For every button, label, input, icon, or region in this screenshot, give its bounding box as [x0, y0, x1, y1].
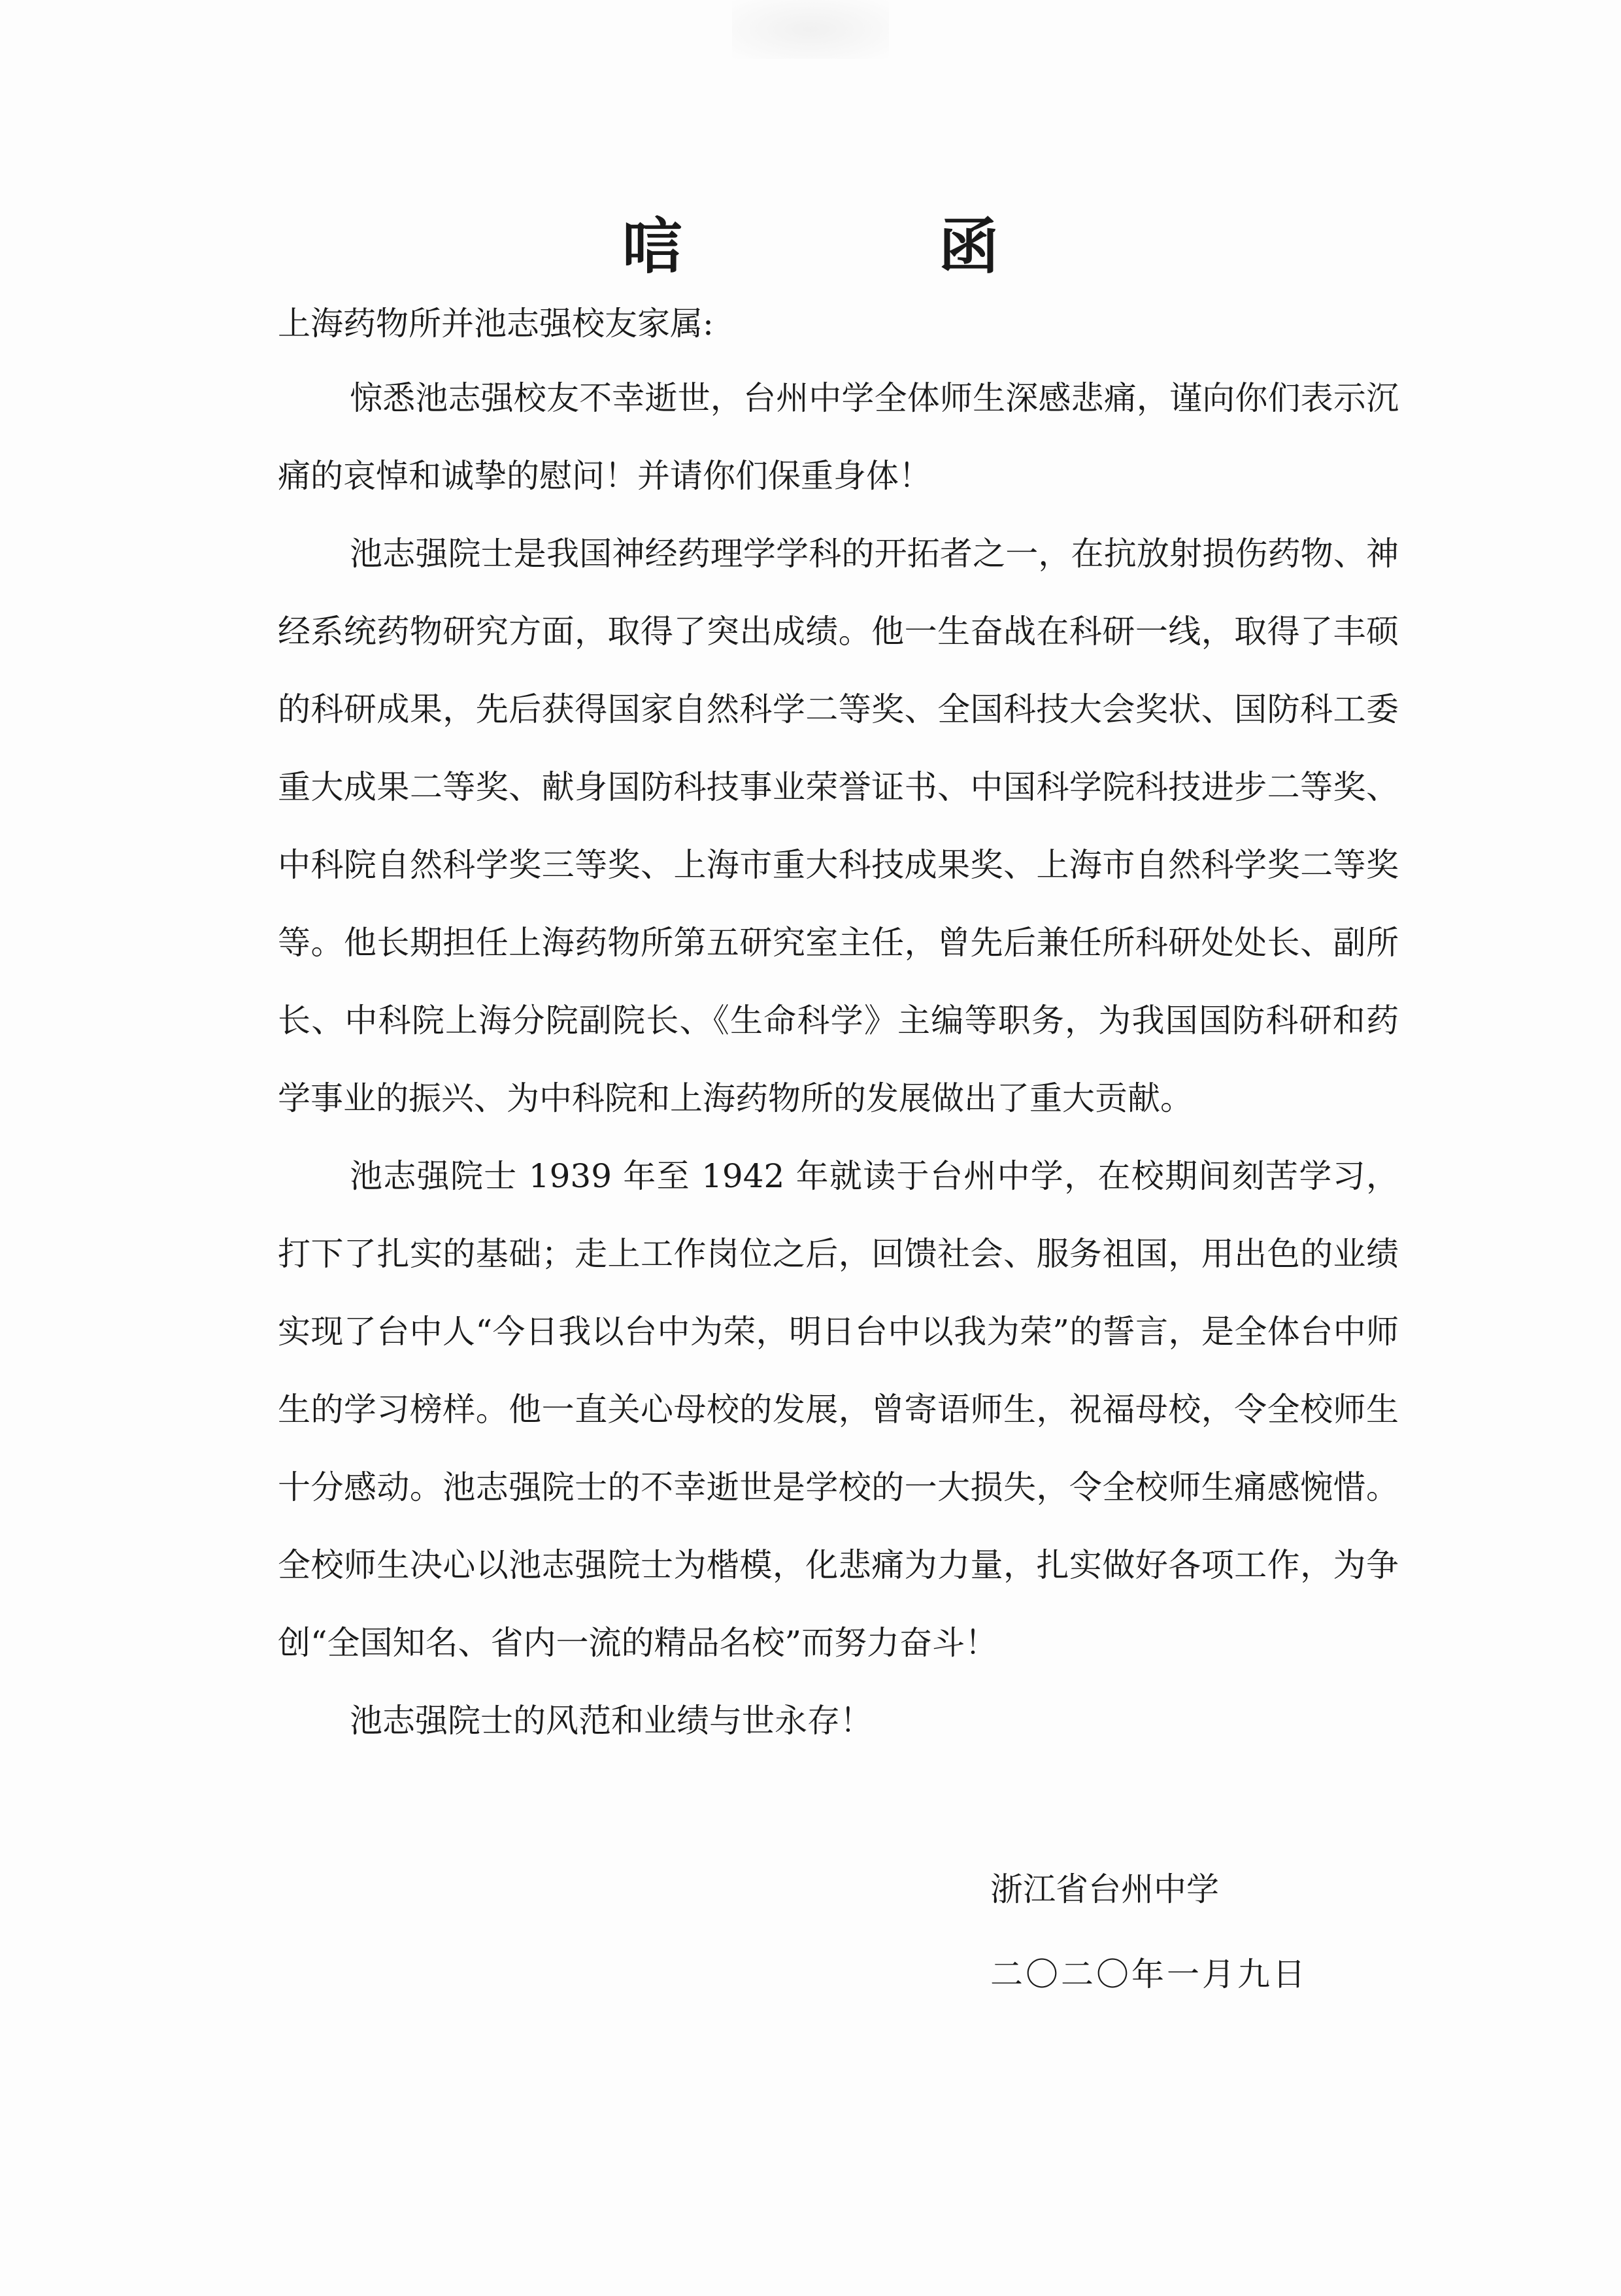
paragraph-condolence: 惊悉池志强校友不幸逝世，台州中学全体师生深感悲痛，谨向你们表示沉痛的哀悼和诚挚的慰问！并请你们保重身体！: [278, 379, 1399, 495]
signature-organization: 浙江省台州中学: [990, 1870, 1219, 1908]
paragraph-achievements: 池志强院士是我国神经药理学学科的开拓者之一，在抗放射损伤药物、神经系统药物研究方面，取得了突出成绩。他一生奋战在科研一线，取得了丰硕的科研成果，先后获得国家自然科学二等奖、全国科技大会奖状、国防科工委重大成果二等奖、献身国防科技事业荣誉证书、中国科学院科技进步二等奖、中科院自然科学奖三等奖、上海市重大科技成果奖、上海市自然科学奖二等奖等。他长期担任上海药物所第五研究室主任，曾先后兼任所科研处处长、副所长、中科院上海分院副院长、《生命科学》主编等职务，为我国国防科研和药学事业的振兴、为中科院和上海药物所的发展做出了重大贡献。: [278, 535, 1399, 1117]
scan-smudge: [732, 0, 889, 59]
signature-date: 二〇二〇年一月九日: [990, 1955, 1308, 1993]
letter-body: [278, 360, 1399, 1760]
letter-title: 唁 函: [622, 212, 1117, 282]
paragraph-school-history: 池志强院士 1939 年至 1942 年就读于台州中学，在校期间刻苦学习，打下了扎实的基础；走上工作岗位之后，回馈社会、服务祖国，用出色的业绩实现了台中人“今日我以台中为荣，明日台中以我为荣”的誓言，是全体台中师生的学习榜样。他一直关心母校的发展，曾寄语师生，祝福母校，令全校师生十分感动。池志强院士的不幸逝世是学校的一大损失，令全校师生痛感惋惜。全校师生决心以池志强院士为楷模，化悲痛为力量，扎实做好各项工作，为争创“全国知名、省内一流的精品名校”而努力奋斗！: [278, 1157, 1399, 1662]
paragraph-closing: 池志强院士的风范和业绩与世永存！: [350, 1702, 873, 1740]
letter-salutation: 上海药物所并池志强校友家属:: [278, 305, 714, 343]
